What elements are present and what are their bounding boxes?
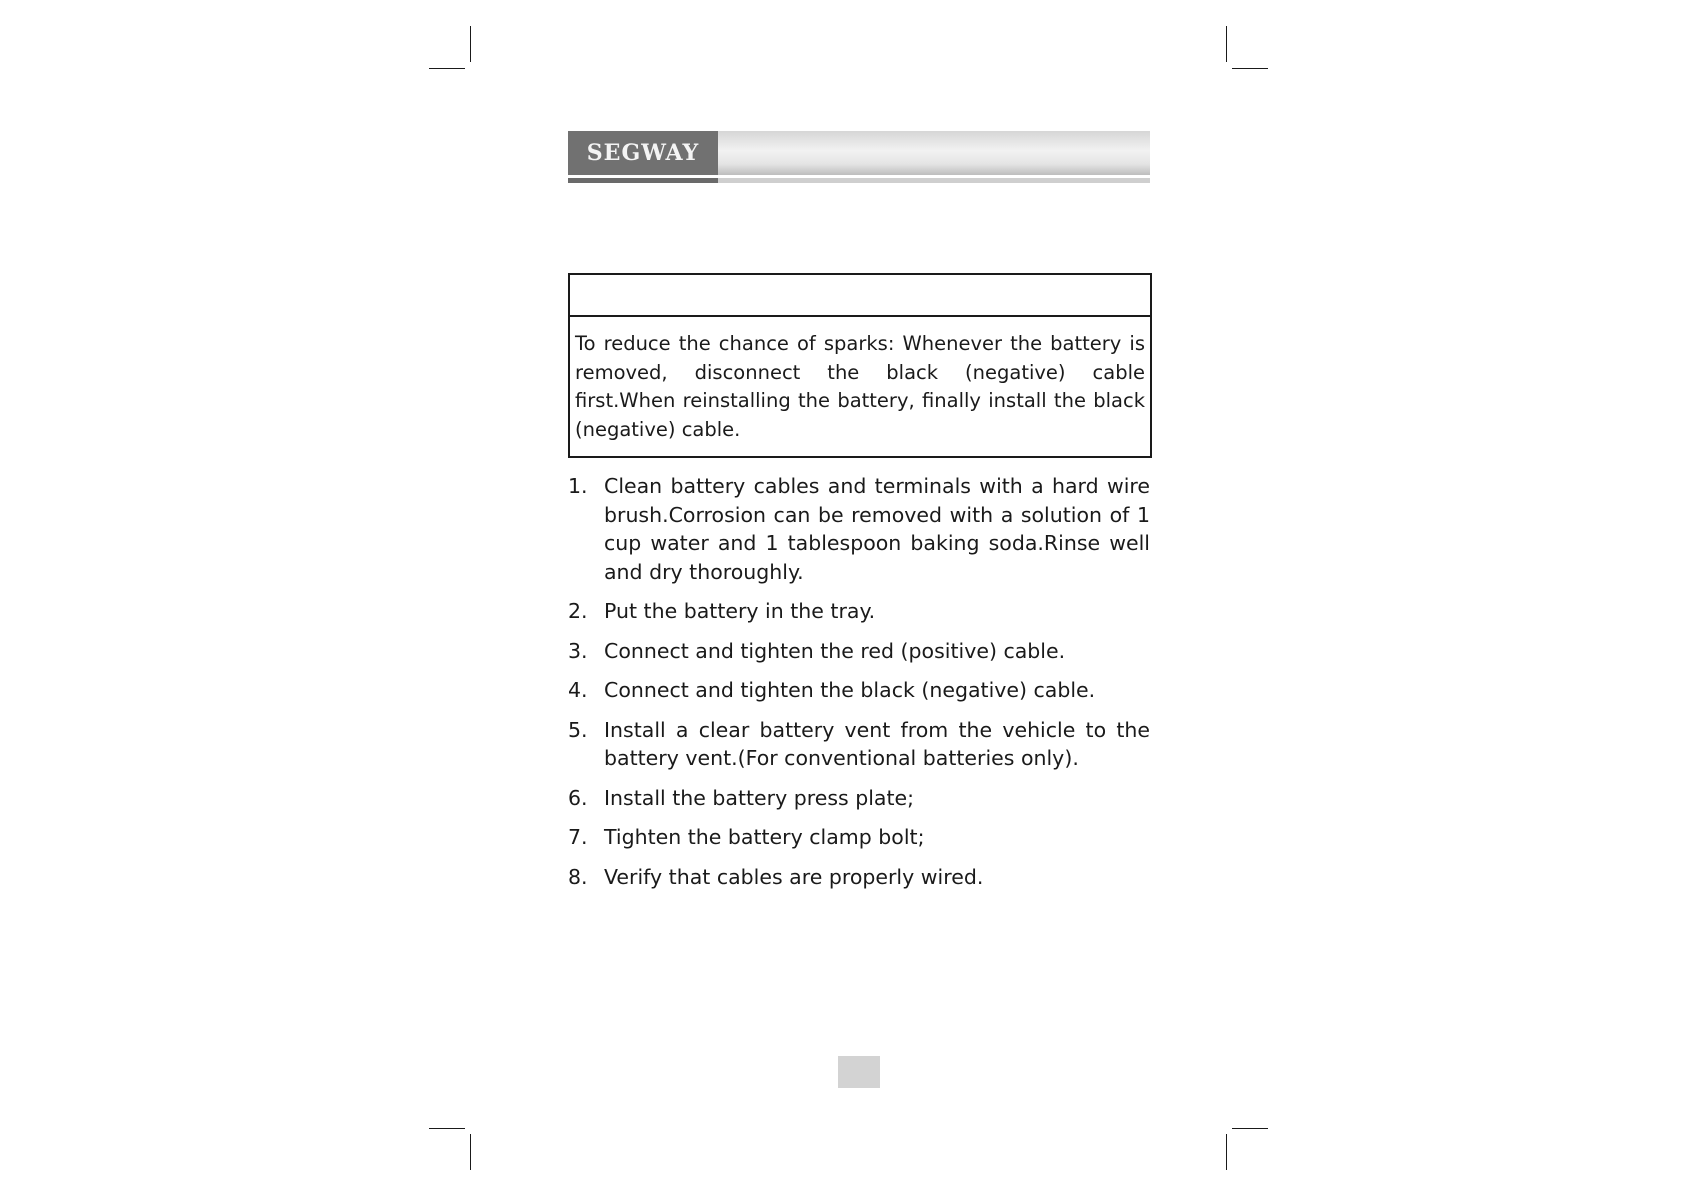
step-text: Connect and tighten the red (positive) cable.: [604, 638, 1066, 663]
list-item: [568, 597, 1150, 626]
header-gradient-bar: [718, 131, 1150, 175]
crop-mark-bottom-right-horizontal: [1232, 1128, 1268, 1129]
page-number-box: [838, 1056, 880, 1088]
crop-mark-bottom-right-vertical: [1226, 1134, 1227, 1170]
notice-box: [568, 273, 1152, 458]
notice-title: [570, 275, 1150, 317]
list-item: [568, 784, 1150, 813]
step-text: Clean battery cables and terminals with a hard wire brush.Corrosion can be removed with a solution of 1 cup water and 1 tablespoon baking soda.Rinse well and dry thoroughly.: [604, 474, 1150, 584]
step-text: Install a clear battery vent from the vehicle to the battery vent.(For conventional batteries only).: [604, 717, 1150, 770]
crop-mark-top-right-horizontal: [1232, 68, 1268, 69]
step-number: 6.: [568, 785, 588, 810]
step-number: 4.: [568, 678, 588, 702]
step-text: Tighten the battery clamp bolt;: [604, 825, 925, 849]
list-item: [568, 472, 1150, 586]
step-number: 7.: [568, 825, 588, 849]
list-item: [568, 676, 1150, 705]
step-number: 2.: [568, 599, 588, 623]
crop-mark-bottom-left-vertical: [470, 1134, 471, 1170]
list-item: [568, 863, 1150, 892]
crop-mark-top-right-vertical: [1226, 26, 1227, 62]
crop-mark-bottom-left-horizontal: [429, 1128, 465, 1129]
header-underline-light: [718, 178, 1150, 183]
step-text: Connect and tighten the black (negative) cable.: [604, 678, 1096, 702]
list-item: [568, 637, 1150, 666]
brand-logo: [568, 131, 718, 175]
step-number: 8.: [568, 864, 588, 889]
list-item: [568, 823, 1150, 852]
header-underline-dark: [568, 178, 718, 183]
step-text: Put the battery in the tray.: [604, 599, 876, 623]
step-number: 5.: [568, 717, 588, 742]
list-item: [568, 716, 1150, 773]
step-number: 3.: [568, 638, 588, 663]
notice-text: To reduce the chance of sparks: Whenever the battery is removed, disconnect the black (negative) cable first.When reinstalling the battery, finally install the black (negative) cable.: [575, 332, 1145, 441]
installation-steps-list: [568, 472, 1150, 902]
step-text: Install the battery press plate;: [604, 785, 915, 810]
page-header: [568, 131, 1150, 183]
crop-mark-top-left-horizontal: [429, 68, 465, 69]
step-number: 1.: [568, 474, 588, 498]
crop-mark-top-left-vertical: [470, 26, 471, 62]
step-text: Verify that cables are properly wired.: [604, 864, 984, 889]
brand-logo-text: SEGWAY: [586, 140, 700, 166]
